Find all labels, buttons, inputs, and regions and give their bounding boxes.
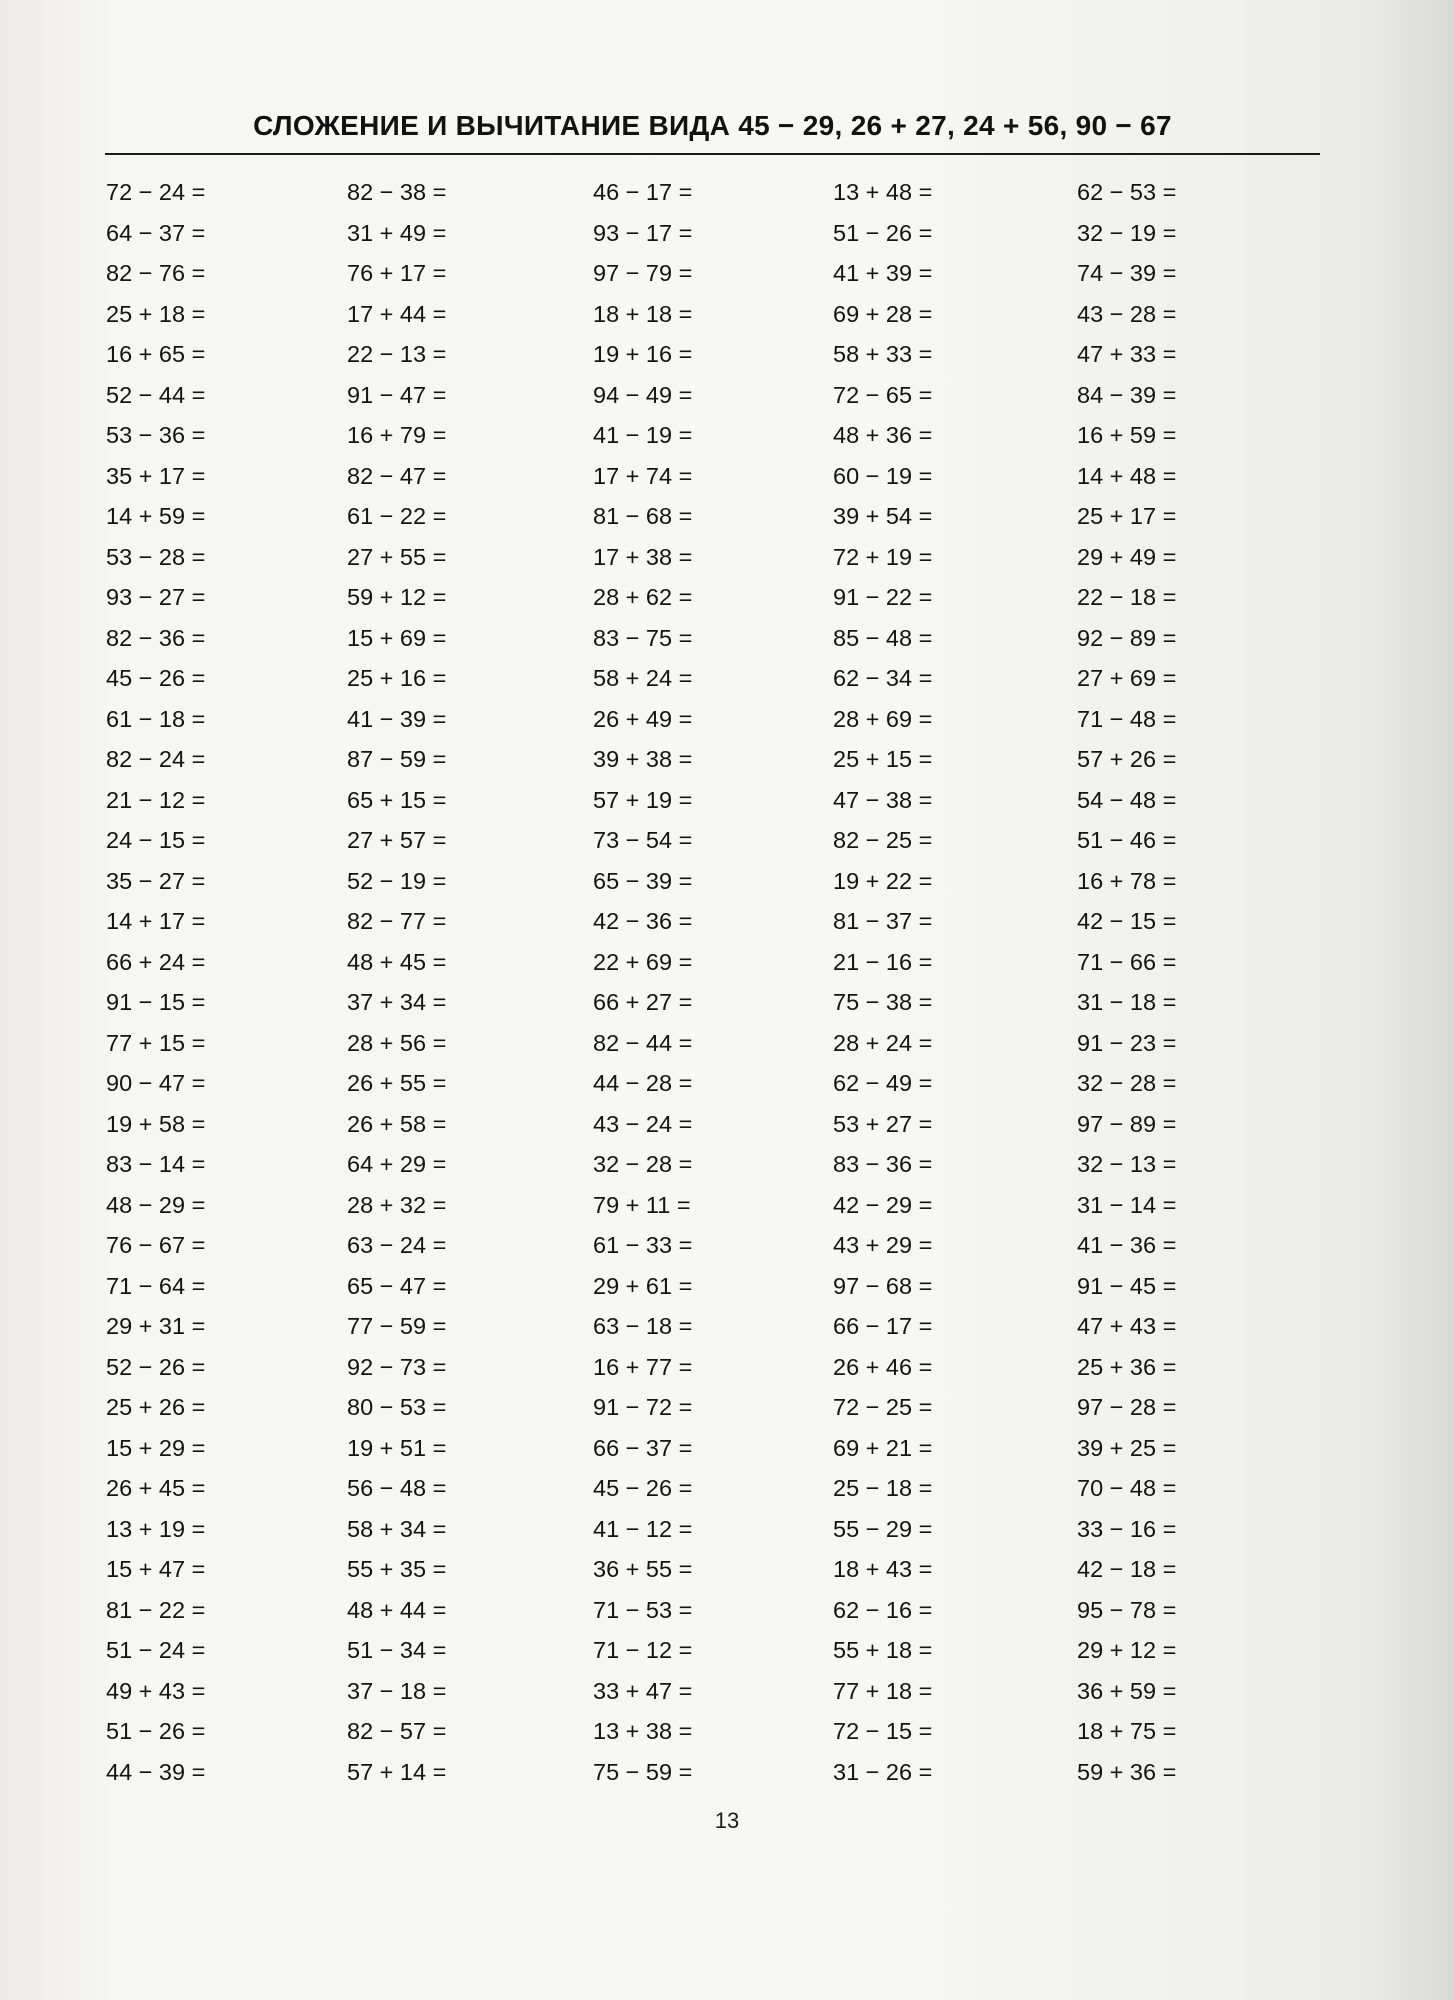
exercise-item: 66 + 27 =	[593, 989, 693, 1015]
exercise-item: 65 − 39 =	[593, 867, 693, 894]
exercise-item: 14 + 59 =	[106, 503, 206, 529]
exercise-item: 29 + 12 =	[1077, 1637, 1177, 1663]
exercise-item: 90 − 47 =	[106, 1070, 206, 1096]
exercise-item: 85 − 48 =	[833, 624, 933, 651]
exercise-item: 93 − 17 =	[593, 219, 693, 246]
exercise-item: 64 − 37 =	[106, 219, 206, 246]
exercise-item: 61 − 33 =	[593, 1232, 693, 1258]
exercise-item: 25 − 18 =	[833, 1475, 933, 1501]
exercise-item: 94 − 49 =	[593, 381, 693, 408]
exercise-item: 41 − 19 =	[593, 422, 693, 448]
exercise-item: 57 + 19 =	[593, 786, 693, 813]
exercise-item: 28 + 32 =	[347, 1191, 447, 1218]
exercise-item: 82 − 76 =	[106, 260, 206, 286]
exercise-item: 61 − 18 =	[106, 705, 206, 732]
exercise-item: 65 − 47 =	[347, 1272, 447, 1299]
exercise-item: 16 + 79 =	[347, 422, 447, 448]
exercise-item: 82 − 47 =	[347, 462, 447, 489]
exercise-column	[593, 172, 692, 1792]
exercise-item: 31 − 14 =	[1077, 1191, 1177, 1218]
exercise-item: 75 − 38 =	[833, 989, 933, 1015]
exercise-item: 48 − 29 =	[106, 1191, 206, 1218]
exercise-item: 77 + 18 =	[833, 1677, 933, 1704]
exercise-item: 62 − 53 =	[1077, 179, 1177, 205]
exercise-item: 79 + 11 =	[593, 1191, 691, 1218]
exercise-item: 44 − 39 =	[106, 1758, 206, 1785]
exercise-item: 16 + 65 =	[106, 341, 206, 367]
exercise-item: 22 − 13 =	[347, 341, 447, 367]
exercise-item: 26 + 55 =	[347, 1070, 447, 1096]
exercise-item: 51 − 46 =	[1077, 827, 1177, 853]
exercise-item: 28 + 69 =	[833, 705, 933, 732]
exercise-item: 33 + 47 =	[593, 1677, 693, 1704]
exercise-item: 42 − 29 =	[833, 1191, 933, 1218]
exercise-item: 55 + 18 =	[833, 1637, 933, 1663]
exercise-item: 72 − 15 =	[833, 1718, 933, 1744]
exercise-item: 69 + 28 =	[833, 300, 933, 327]
exercise-item: 32 − 13 =	[1077, 1151, 1177, 1177]
exercise-item: 41 − 39 =	[347, 705, 447, 732]
exercise-item: 13 + 48 =	[833, 179, 933, 205]
exercise-item: 63 − 24 =	[347, 1232, 447, 1258]
exercise-item: 77 − 59 =	[347, 1313, 447, 1339]
exercise-item: 82 − 25 =	[833, 827, 933, 853]
exercise-item: 82 − 24 =	[106, 746, 206, 772]
exercise-item: 71 − 48 =	[1077, 705, 1177, 732]
exercise-item: 28 + 62 =	[593, 584, 693, 610]
exercise-item: 62 − 34 =	[833, 665, 933, 691]
exercise-item: 37 + 34 =	[347, 989, 447, 1015]
exercise-item: 93 − 27 =	[106, 584, 206, 610]
exercise-item: 84 − 39 =	[1077, 381, 1177, 408]
exercise-item: 91 − 15 =	[106, 989, 206, 1015]
exercise-item: 58 + 33 =	[833, 341, 933, 367]
exercise-item: 95 − 78 =	[1077, 1596, 1177, 1623]
exercise-item: 97 − 79 =	[593, 260, 693, 286]
exercise-item: 45 − 26 =	[593, 1475, 693, 1501]
exercise-item: 53 − 36 =	[106, 422, 206, 448]
exercise-item: 71 − 53 =	[593, 1596, 693, 1623]
exercise-item: 42 − 18 =	[1077, 1556, 1177, 1582]
exercise-item: 59 + 12 =	[347, 584, 447, 610]
exercise-item: 53 + 27 =	[833, 1110, 933, 1137]
exercise-item: 57 + 26 =	[1077, 746, 1177, 772]
exercise-item: 48 + 45 =	[347, 948, 447, 975]
exercise-column	[347, 172, 446, 1792]
exercise-item: 52 − 19 =	[347, 867, 447, 894]
exercise-item: 29 + 61 =	[593, 1272, 693, 1299]
exercise-item: 52 − 26 =	[106, 1353, 206, 1380]
exercise-item: 17 + 74 =	[593, 462, 693, 489]
exercise-item: 83 − 36 =	[833, 1151, 933, 1177]
exercise-item: 46 − 17 =	[593, 179, 693, 205]
exercise-item: 13 + 38 =	[593, 1718, 693, 1744]
exercise-item: 21 − 12 =	[106, 786, 206, 813]
exercise-item: 92 − 73 =	[347, 1353, 447, 1380]
exercise-item: 18 + 18 =	[593, 300, 693, 327]
exercise-item: 83 − 75 =	[593, 624, 693, 651]
page-title: СЛОЖЕНИЕ И ВЫЧИТАНИЕ ВИДА 45 − 29, 26 + 27, 24 + 56, 90 − 67	[253, 110, 1172, 141]
exercise-item: 70 − 48 =	[1077, 1475, 1177, 1501]
exercise-item: 82 − 77 =	[347, 908, 447, 934]
exercise-item: 41 − 12 =	[593, 1515, 693, 1542]
exercise-item: 97 − 28 =	[1077, 1394, 1177, 1420]
exercise-item: 54 − 48 =	[1077, 786, 1177, 813]
exercise-item: 28 + 56 =	[347, 1029, 447, 1056]
exercise-item: 28 + 24 =	[833, 1029, 933, 1056]
exercise-item: 65 + 15 =	[347, 786, 447, 813]
exercise-item: 51 − 26 =	[106, 1718, 206, 1744]
exercise-item: 82 − 44 =	[593, 1029, 693, 1056]
exercise-item: 43 − 24 =	[593, 1110, 693, 1137]
exercise-item: 35 − 27 =	[106, 867, 206, 894]
exercise-item: 66 − 37 =	[593, 1434, 693, 1461]
exercise-item: 51 − 24 =	[106, 1637, 206, 1663]
exercise-item: 74 − 39 =	[1077, 260, 1177, 286]
exercise-item: 66 + 24 =	[106, 948, 206, 975]
exercise-item: 97 − 89 =	[1077, 1110, 1177, 1137]
exercise-item: 72 − 24 =	[106, 179, 206, 205]
exercise-item: 16 + 59 =	[1077, 422, 1177, 448]
exercise-item: 47 + 43 =	[1077, 1313, 1177, 1339]
exercise-item: 21 − 16 =	[833, 948, 933, 975]
exercise-item: 36 + 59 =	[1077, 1677, 1177, 1704]
exercise-item: 33 − 16 =	[1077, 1515, 1177, 1542]
exercise-item: 81 − 37 =	[833, 908, 933, 934]
exercise-item: 17 + 44 =	[347, 300, 447, 327]
exercise-item: 82 − 57 =	[347, 1718, 447, 1744]
exercise-item: 43 + 29 =	[833, 1232, 933, 1258]
exercise-item: 71 − 12 =	[593, 1637, 693, 1663]
exercise-item: 22 + 69 =	[593, 948, 693, 975]
exercise-item: 26 + 58 =	[347, 1110, 447, 1137]
exercise-item: 91 − 47 =	[347, 381, 447, 408]
exercise-item: 53 − 28 =	[106, 543, 206, 570]
exercise-item: 83 − 14 =	[106, 1151, 206, 1177]
exercise-item: 47 − 38 =	[833, 786, 933, 813]
exercise-item: 32 − 19 =	[1077, 219, 1177, 246]
exercise-item: 81 − 22 =	[106, 1596, 206, 1623]
exercise-item: 92 − 89 =	[1077, 624, 1177, 651]
exercise-item: 25 + 18 =	[106, 300, 206, 327]
exercise-item: 56 − 48 =	[347, 1475, 447, 1501]
exercise-item: 27 + 55 =	[347, 543, 447, 570]
exercise-item: 14 + 17 =	[106, 908, 206, 934]
exercise-item: 22 − 18 =	[1077, 584, 1177, 610]
exercise-item: 17 + 38 =	[593, 543, 693, 570]
exercise-item: 48 + 44 =	[347, 1596, 447, 1623]
exercise-item: 16 + 78 =	[1077, 867, 1177, 894]
exercise-item: 91 − 72 =	[593, 1394, 693, 1420]
exercise-item: 66 − 17 =	[833, 1313, 933, 1339]
exercise-item: 81 − 68 =	[593, 503, 693, 529]
exercise-item: 87 − 59 =	[347, 746, 447, 772]
exercise-item: 49 + 43 =	[106, 1677, 206, 1704]
exercise-item: 82 − 36 =	[106, 624, 206, 651]
exercise-column	[1077, 172, 1176, 1792]
exercise-item: 51 − 34 =	[347, 1637, 447, 1663]
exercise-item: 19 + 58 =	[106, 1110, 206, 1137]
exercise-item: 26 + 46 =	[833, 1353, 933, 1380]
exercise-item: 19 + 16 =	[593, 341, 693, 367]
exercise-item: 51 − 26 =	[833, 219, 933, 246]
page-number: 13	[714, 1808, 740, 1833]
exercise-item: 36 + 55 =	[593, 1556, 693, 1582]
exercise-item: 76 + 17 =	[347, 260, 447, 286]
exercise-item: 41 + 39 =	[833, 260, 933, 286]
exercise-item: 91 − 45 =	[1077, 1272, 1177, 1299]
exercise-item: 72 − 25 =	[833, 1394, 933, 1420]
exercise-item: 27 + 69 =	[1077, 665, 1177, 691]
exercise-item: 27 + 57 =	[347, 827, 447, 853]
exercise-item: 26 + 45 =	[106, 1475, 206, 1501]
exercise-item: 15 + 47 =	[106, 1556, 206, 1582]
exercise-item: 77 + 15 =	[106, 1029, 206, 1056]
exercise-item: 48 + 36 =	[833, 422, 933, 448]
exercise-item: 39 + 25 =	[1077, 1434, 1177, 1461]
exercise-item: 35 + 17 =	[106, 462, 206, 489]
exercise-item: 64 + 29 =	[347, 1151, 447, 1177]
exercise-item: 55 + 35 =	[347, 1556, 447, 1582]
exercise-item: 26 + 49 =	[593, 705, 693, 732]
exercise-item: 42 − 36 =	[593, 908, 693, 934]
exercise-item: 31 − 18 =	[1077, 989, 1177, 1015]
exercise-item: 52 − 44 =	[106, 381, 206, 408]
exercise-item: 75 − 59 =	[593, 1758, 693, 1785]
exercise-item: 25 + 17 =	[1077, 503, 1177, 529]
exercise-item: 57 + 14 =	[347, 1758, 447, 1785]
exercise-item: 91 − 22 =	[833, 584, 933, 610]
exercise-item: 91 − 23 =	[1077, 1029, 1177, 1056]
exercise-item: 32 − 28 =	[1077, 1070, 1177, 1096]
exercise-item: 29 + 49 =	[1077, 543, 1177, 570]
exercise-item: 44 − 28 =	[593, 1070, 693, 1096]
exercise-item: 37 − 18 =	[347, 1677, 447, 1704]
exercise-column	[106, 172, 205, 1792]
title-divider	[105, 153, 1320, 155]
exercise-item: 60 − 19 =	[833, 462, 933, 489]
exercise-item: 19 + 22 =	[833, 867, 933, 894]
exercise-item: 73 − 54 =	[593, 827, 693, 853]
exercise-item: 24 − 15 =	[106, 827, 206, 853]
exercise-item: 58 + 24 =	[593, 665, 693, 691]
exercise-item: 58 + 34 =	[347, 1515, 447, 1542]
exercise-item: 31 − 26 =	[833, 1758, 933, 1785]
exercise-item: 63 − 18 =	[593, 1313, 693, 1339]
exercise-item: 69 + 21 =	[833, 1434, 933, 1461]
exercise-item: 71 − 66 =	[1077, 948, 1177, 975]
exercise-item: 18 + 75 =	[1077, 1718, 1177, 1744]
exercise-item: 29 + 31 =	[106, 1313, 206, 1339]
exercise-item: 41 − 36 =	[1077, 1232, 1177, 1258]
exercise-item: 61 − 22 =	[347, 503, 447, 529]
exercise-item: 59 + 36 =	[1077, 1758, 1177, 1785]
exercise-item: 14 + 48 =	[1077, 462, 1177, 489]
exercise-item: 72 − 65 =	[833, 381, 933, 408]
exercise-item: 39 + 38 =	[593, 746, 693, 772]
exercise-item: 25 + 26 =	[106, 1394, 206, 1420]
exercise-item: 31 + 49 =	[347, 219, 447, 246]
exercise-item: 62 − 49 =	[833, 1070, 933, 1096]
exercise-item: 82 − 38 =	[347, 179, 447, 205]
exercise-item: 72 + 19 =	[833, 543, 933, 570]
exercise-item: 62 − 16 =	[833, 1596, 933, 1623]
exercise-item: 55 − 29 =	[833, 1515, 933, 1542]
exercise-item: 32 − 28 =	[593, 1151, 693, 1177]
exercise-item: 25 + 16 =	[347, 665, 447, 691]
exercise-item: 47 + 33 =	[1077, 341, 1177, 367]
exercise-item: 25 + 36 =	[1077, 1353, 1177, 1380]
exercise-item: 43 − 28 =	[1077, 300, 1177, 327]
exercise-item: 80 − 53 =	[347, 1394, 447, 1420]
exercise-item: 71 − 64 =	[106, 1272, 206, 1299]
exercise-item: 25 + 15 =	[833, 746, 933, 772]
exercise-item: 39 + 54 =	[833, 503, 933, 529]
exercise-item: 97 − 68 =	[833, 1272, 933, 1299]
exercise-item: 15 + 69 =	[347, 624, 447, 651]
exercise-item: 76 − 67 =	[106, 1232, 206, 1258]
exercise-item: 18 + 43 =	[833, 1556, 933, 1582]
exercise-item: 45 − 26 =	[106, 665, 206, 691]
exercise-item: 19 + 51 =	[347, 1434, 447, 1461]
exercise-item: 16 + 77 =	[593, 1353, 693, 1380]
page-edge-shadow	[1364, 0, 1454, 2000]
exercise-item: 13 + 19 =	[106, 1515, 206, 1542]
exercise-column	[833, 172, 932, 1792]
exercise-item: 42 − 15 =	[1077, 908, 1177, 934]
exercise-item: 15 + 29 =	[106, 1434, 206, 1461]
